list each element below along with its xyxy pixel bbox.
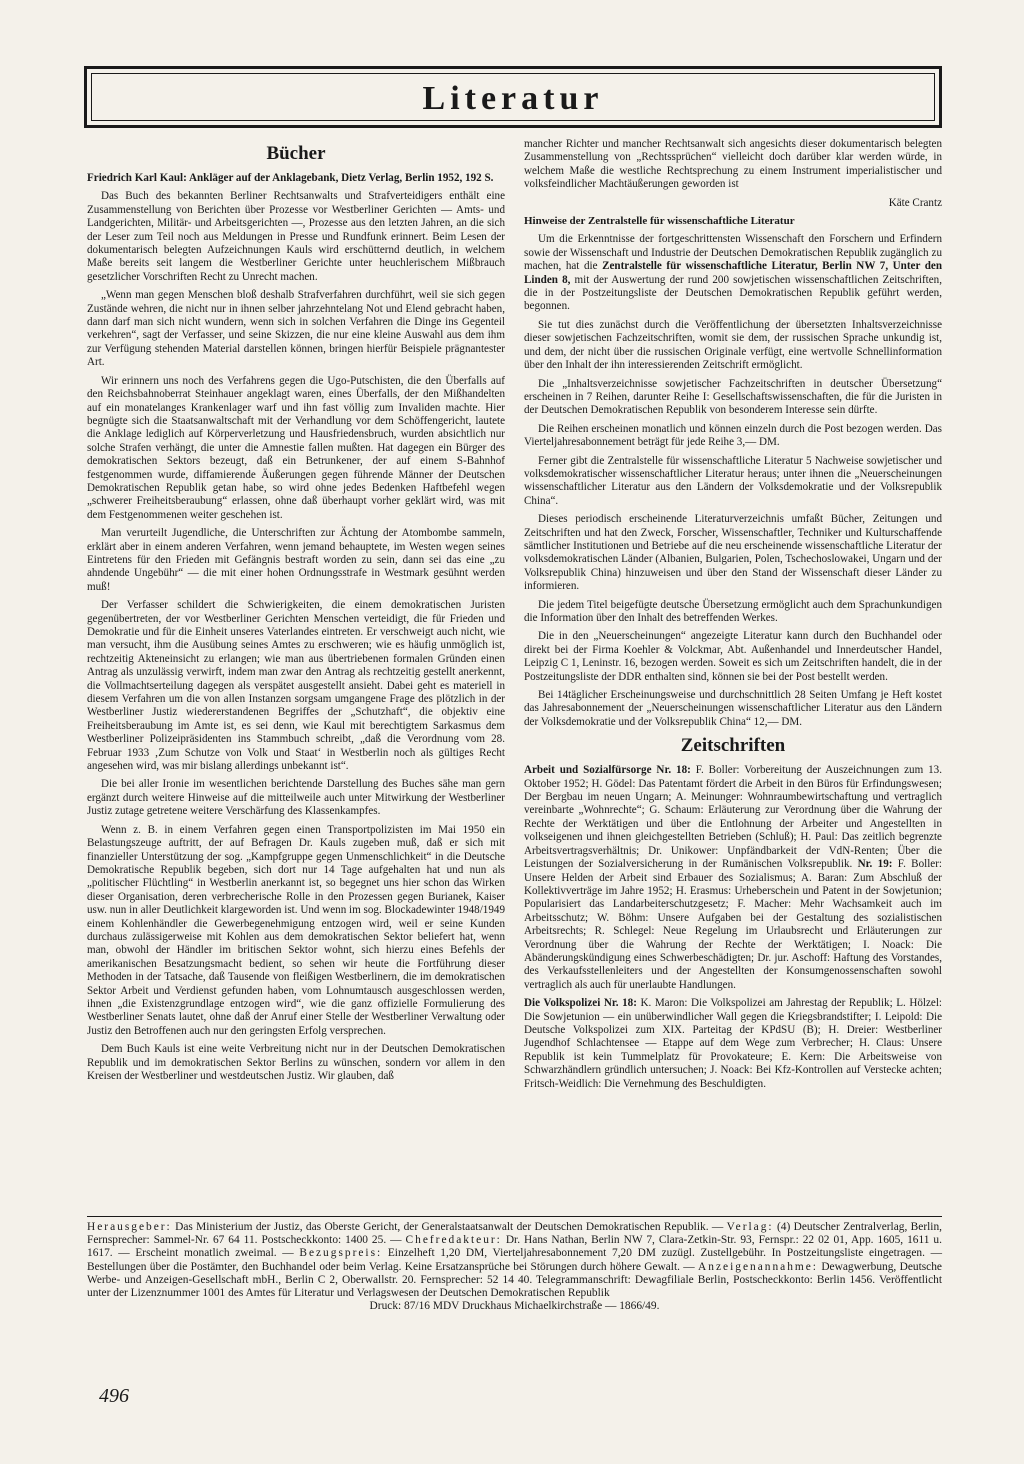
imprint-label-price: Bezugspreis: — [299, 1247, 383, 1260]
notice-paragraph: Die Reihen erscheinen monatlich und können einzeln durch die Post bezogen werden. Das Vierteljahresabonnement beträgt für jede Reihe 3,— DM. — [524, 422, 942, 449]
journal-title: Arbeit und Sozialfürsorge Nr. 18: — [524, 764, 691, 777]
book-publisher: Dietz Verlag, Berlin 1952, 192 S. — [341, 172, 494, 184]
notice-paragraph: Die in den „Neuerscheinungen“ angezeigte Literatur kann durch den Buchhandel oder direkt bei der Firma Koehler & Volckmar, Abt. Außenhandel und Innerdeutscher Handel, Leipzig C 1, Leninstr. 16, bezogen werden. Soweit es sich um Zeitschriften handelt, die in der Postzeitungsliste der DDR enthalten sind, können sie bei der Post bestellt werden. — [524, 630, 942, 683]
book-paragraph: Das Buch des bekannten Berliner Rechtsanwalts und Strafverteidigers enthält eine Zusammenstellung von Berichten über Prozesse vor Westberliner Gerichten — Amts- und Landgerichten, Militär- und Arbeitsgerichten —, Prozesse aus den letzten Jahren, an die sich der Leser zum Teil noch aus Meldungen in Presse und Rundfunk erinnert. Beim Lesen der dokumentarisch belegten Aufzeichnungen Kauls wird erschütternd deutlich, in welchem Maße bereits seit langem die Westberliner Gerichte unter heuchlerischem Mißbrauch gesetzlicher Vorschriften Recht zu Unrecht machen. — [87, 190, 505, 283]
journal-issue: Nr. 19: — [857, 858, 893, 871]
journal-entry — [524, 764, 942, 992]
journal-title: Die Volkspolizei Nr. 18: — [524, 997, 637, 1010]
review-continuation: mancher Richter und mancher Rechtsanwalt sich angesichts dieser dokumentarisch belegten Zusammenstellung von „Rechtssprüchen“ vielleicht doch darüber klar werden würde, in welchem Maße die westliche Rechtsprechung zu einem Instrument imperialistischer und volksfeindlicher Machtäußerungen geworden ist — [524, 138, 942, 191]
notice-paragraph: Die jedem Titel beigefügte deutsche Übersetzung ermöglicht auch dem Sprachunkundigen die Information über den Inhalt des betreffenden Werkes. — [524, 598, 942, 624]
imprint-label-editor: Chefredakteur: — [405, 1234, 502, 1247]
imprint-label-ads: Anzeigenannahme: — [698, 1260, 818, 1273]
journal-contents: K. Maron: Die Volkspolizei am Jahrestag der Republik; L. Hölzel: Die Sowjetunion — ein unüberwindlicher Wall gegen die Kriegsbrandstifter; I. Leipold: Die Deutsche Volkspolizei zum XIX. Parteitag der KPdSU (B); H. Dreier: Westberliner Jugendhof Schlachtensee — Etappe auf dem Wege zum Verbrecher; H. Claus: Unsere Republik ist kein Tummelplatz für Provokateure; E. Kern: Die Arbeitsweise von Schwarzhändlern gründlich untersuchen; J. Noack: Bei Kfz-Kontrollen auf Verstecke achten; Fritsch-Weidlich: Die Vernehmung des Beschuldigten. — [524, 997, 942, 1090]
book-paragraph: Man verurteilt Jugendliche, die Unterschriften zur Ächtung der Atombombe sammeln, erklärt aber in einem anderen Verfahren, wenn jemand behauptete, im Westen wegen seines Eintretens für den Frieden mit Gefängnis bestraft worden zu sein, dann sei das eine „zu ahndende Ungebühr“ — die mit einer hohen Ordnungsstrafe in Westmark gesühnt werden muß! — [87, 527, 505, 593]
notice-paragraph: Die „Inhaltsverzeichnisse sowjetischer Fachzeitschriften in deutscher Übersetzung“ erscheinen in 7 Reihen, darunter Reihe I: Gesellschaftswissenschaften, die für die Juristen in der Deutschen Demokratischen Republik von besonderem Interesse sein dürfte. — [524, 377, 942, 417]
imprint-text — [87, 1221, 942, 1300]
book-entry-heading — [87, 172, 505, 185]
imprint-publisher: Das Ministerium der Justiz, das Oberste Gericht, der Generalstaatsanwalt der Deutschen Demokratischen Republik. — — [175, 1221, 724, 1233]
book-paragraph: Wenn z. B. in einem Verfahren gegen einen Transportpolizisten im Mai 1950 ein Belastungszeuge auftritt, der auf Befragen Dr. Kauls zugeben muß, daß er sich mit finanzieller Unterstützung der sog. „Kampfgruppe gegen Unmenschlichkeit“ in die Deutsche Demokratische Republik begeben, sich dort nur 14 Tage aufgehalten hat und nun als „politischer Flüchtling“ in Westberlin anerkannt ist, so begegnet uns hier schon das Wirken dieser Organisation, deren verbrecherische Rolle in den Prozessen gegen Burianek, Kaiser usw. nun in aller Deutlichkeit klargeworden ist. Und wenn im sog. Blockadewinter 1948/1949 einem Kohlenhändler die Gewerbegenehmigung entzogen wird, weil er seine Kunden durchaus zulässigerweise mit Kohlen aus dem demokratischen Sektor beliefert hat, wenn man, obwohl der Händler im britischen Sektor wohnt, sich hierzu eines Befehls der amerikanischen Besatzungsmacht bedient, so sehen wir heute die Fortführung dieser Methoden in der Tatsache, daß Tausende von fleißigen Westberlinern, die im demokratischen Sektor Arbeit und Verdienst gefunden haben, vom Lohnumtausch ausgeschlossen werden, ihnen „die Existenzgrundlage entzogen wird“, wie die ganz offizielle Formulierung des Westberliner Senats lautet, ohne daß der Anruf einer Stelle der Westberliner Verwaltung oder Justiz den Betroffenen auch nur den geringsten Erfolg versprechen. — [87, 823, 505, 1037]
journal-contents: F. Boller: Unsere Helden der Arbeit sind Erbauer des Sozialismus; A. Baran: Zum Abschluß der Kollektivverträge im Jahre 1952; H. Erasmus: Urheberschein und Patent in der Sowjetunion; Popularisiert das Landarbeiterschutzgesetz; F. Macher: Mehr Wachsamkeit auch im Arbeitsschutz; W. Böhm: Unsere Aufgaben bei der Gestaltung des sozialistischen Arbeitsrechts; R. Schlegel: Neue Regelung im Urlaubsrecht und Erläuterungen zur Verordnung über die Wahrung der Rechte der Werktätigen; I. Noack: Die Abänderungskündigung eines Schwerbeschädigten; Dr. jur. Aschoff: Haftung des Vorstandes, des Verkaufsstellenleiters und der Angestellten der Konsumgenossenschaften sowohl vertraglich als auch für unerlaubte Handlungen. — [524, 858, 942, 991]
journals-heading: Zeitschriften — [680, 735, 786, 757]
section-title: Literatur — [422, 80, 604, 117]
left-column — [87, 138, 505, 1198]
notice-intro: Um die Erkenntnisse der fortgeschrittensten Wissenschaft den Forschern und Erfindern sowie der Wissenschaft und Industrie der Deutschen Demokratischen Republik zugänglich zu machen, hat die — [524, 233, 942, 273]
notice-paragraph: Ferner gibt die Zentralstelle für wissenschaftliche Literatur 5 Nachweise sowjetischer und volksdemokratischer wissenschaftlicher Literatur heraus; unter ihnen die „Neuerscheinungen wissenschaftlicher Literatur aus den Ländern der Volksdemokratie und der Volksrepublik China“. — [524, 454, 942, 507]
notice-bold-address: Zentralstelle für wissenschaftliche Literatur, Berlin NW 7, Unter den Linden 8, — [524, 260, 943, 286]
books-heading: Bücher — [266, 143, 326, 164]
imprint — [87, 1216, 942, 1313]
section-title-box — [84, 66, 942, 128]
imprint-editor: Dr. Hans Nathan, Berlin NW 7, Clara-Zetkin-Str. 93, Fernspr.: 22 02 01, App. 1605, 1611 u. 1617. — Erscheint monatlich zweimal. — — [87, 1234, 942, 1260]
notice-heading: Hinweise der Zentralstelle für wissenschaftliche Literatur — [524, 215, 795, 228]
page-number: 496 — [99, 1385, 129, 1407]
imprint-label-publisher: Herausgeber: — [87, 1221, 172, 1233]
imprint-print: Druck: 87/16 MDV Druckhaus Michaelkirchstraße — 1866/49. — [369, 1300, 660, 1313]
book-paragraph: Die bei aller Ironie im wesentlichen berichtende Darstellung des Buches sähe man gern ergänzt durch weitere Hinweise auf die mitteilweile auch unter Mitwirkung der Westberliner Justiz zutage getretene weitere Verschärfung des Klassenkampfes. — [87, 778, 505, 818]
journal-entry — [524, 997, 942, 1091]
right-column — [524, 138, 942, 1218]
review-signature: Käte Crantz — [888, 196, 942, 209]
notice-paragraph: Bei 14täglicher Erscheinungsweise und durchschnittlich 28 Seiten Umfang je Heft kostet das Jahresabonnement der „Neuerscheinungen wissenschaftlicher Literatur aus den Ländern der Volksdemokratie und der Volksrepublik China“ 12,— DM. — [524, 689, 942, 728]
book-paragraph: Wir erinnern uns noch des Verfahrens gegen die Ugo-Putschisten, die den Überfalls auf den Reichsbahnoberrat Steinhauer angeklagt waren, eines Überfalls, der den Mißhandelten auf ein monatelanges Krankenlager warf und ihn fast völlig zum Invaliden machte. Hier begnügte sich die Staatsanwaltschaft mit der Verhandlung vor dem Schöffengericht, lautete die Anklage lediglich auf Körperverletzung und Hausfriedensbruch, wurden absichtlich nur solche Strafen verhängt, die unter die Amnestie fallen mußten. Hat dagegen ein Bürger des demokratischen Sektors bezeugt, daß ein Betrunkener, der auf einem S-Bahnhof festgenommen wurde, diffamierende Äußerungen gegen führende Männer der Deutschen Demokratischen Republik getan habe, so wird ohne jedes Bedenken Haftbefehl wegen „schwerer Freiheitsberaubung“ erlassen, ohne daß überhaupt vorher geklärt wird, was mit dem Festgenommenen weiter geschehen ist. — [87, 374, 505, 521]
notice-paragraph: Sie tut dies zunächst durch die Veröffentlichung der übersetzten Inhaltsverzeichnisse dieser sowjetischen Fachzeitschriften, womit sie dem, der russischen Sprache unkundig ist, und dem, der nicht über die russischen Originale verfügt, eine wertvolle Schnellinformation über den Inhalt der ihn interessierenden Zeitschrift ermöglicht. — [524, 318, 942, 372]
imprint-ads: Dewagwerbung, Deutsche Werbe- und Anzeigen-Gesellschaft mbH., Berlin C 2, Oberwallstr. 20. Fernsprecher: 52 14 40. Telegrammanschrift: Dewagfiliale Berlin, Postscheckkonto: Berlin 1456. Veröffentlicht unter der Lizenznummer 1001 des Amtes für Literatur und Verlagswesen der Deutschen Demokratischen Republik — [87, 1260, 942, 1300]
book-paragraph: Dem Buch Kauls ist eine weite Verbreitung nicht nur in der Deutschen Demokratischen Republik und im demokratischen Sektor Berlins zu wünschen, sondern vor allem in den Kreisen der Westberliner und westdeutschen Justiz. Wir glauben, daß — [87, 1043, 505, 1082]
imprint-verlag: (4) Deutscher Zentralverlag, Berlin, Fernsprecher: Sammel-Nr. 67 64 11. Postscheckkonto: 1400 25. — — [87, 1221, 943, 1247]
book-paragraph: Der Verfasser schildert die Schwierigkeiten, die einem demokratischen Juristen gegenübertreten, der vor Westberliner Gerichten Menschen verteidigt, die für Frieden und Demokratie und für die Einheit unseres Vaterlandes eintreten. Er verschweigt auch nicht, wie man versucht, ihm die Ausübung seines Amtes zu erschweren; wie es häufig unmöglich ist, rechtzeitig Akteneinsicht zu erlangen; wie man aus übertriebenen formalen Gründen einen Antrag als unzulässig verwirft, indem man zwar den Antrag als rechtzeitig gestellt anerkennt, die Vollmachtserteilung dagegen als verspätet ausgestellt ansieht. Dabei geht es materiell in diesem Verfahren um die von allen Instanzen sorgsam umgangene Frage des plötzlich in der Westberliner Justiz wiedererstandenen Begriffes der „Schutzhaft“, die objektiv eine Freiheitsberaubung im Amte ist, es sei denn, wie Kaul mit berechtigtem Sarkasmus dem Westberliner Polizeipräsidenten ins Stammbuch schreibt, „daß die Verordnung vom 28. Februar 1933 ‚Zum Schutze von Volk und Staat‘ in Westberlin noch als gültiges Recht angesehen wird, was mir bislang allerdings unbekannt ist“. — [87, 599, 505, 773]
notice-intro-paragraph — [524, 233, 942, 313]
book-paragraph: „Wenn man gegen Menschen bloß deshalb Strafverfahren durchführt, weil sie sich gegen Zustände wehren, die nicht nur in ihnen selber jahrzehntelang Not und Elend gebracht haben, dann darf man sich nicht wundern, wenn sich in solchen Verfahren die Dinge ins Gegenteil verkehren“, sagt der Verfasser, und seine Skizzen, die nur eine kleine Auswahl aus dem ihm zur Verfügung stehenden Material darstellen können, bringen hierfür Beispiele prägnantester Art. — [87, 289, 505, 369]
notice-paragraph: Dieses periodisch erscheinende Literaturverzeichnis umfaßt Bücher, Zeitungen und Zeitschriften und hat den Zweck, Forscher, Wissenschaftler, Techniker und Kulturschaffende sämtlicher Institutionen und Betriebe auf die neu erscheinende wissenschaftliche Literatur der volksdemokratischen Länder (Albanien, Bulgarien, Polen, Tschechoslowakei, Ungarn und der Volksrepublik China) hinzuweisen und über den Stand der Wissenschaft dieser Länder zu informieren. — [524, 513, 942, 593]
journal-contents: F. Boller: Vorbereitung der Auszeichnungen zum 13. Oktober 1952; H. Gödel: Das Patentamt fördert die Arbeit in den Büros für Erfindungswesen; Der Bergbau im neuen Ungarn; A. Meinunger: Wohnraumbewirtschaftung und vertraglich vereinbarte „Wohnrechte“; G. Schaum: Erläuterung zur Verordnung über die Wahrung der Rechte der Werktätigen und über die Entlohnung der Arbeiter und Angestellten in volkseigenen und ihnen gleichgestellten Betrieben (Schluß); H. Paul: Das zeitlich begrenzte Arbeitsvertragsverhältnis; Dr. Unikower: Unpfändbarkeit der VdN-Renten; Über die Leistungen der Sozialversicherung in der Rumänischen Volksrepublik. — [524, 764, 942, 871]
imprint-price: Einzelheft 1,20 DM, Vierteljahresabonnement 7,20 DM zuzügl. Zustellgebühr. In Postzeitungsliste eingetragen. — Bestellungen über die Postämter, den Buchhandel oder beim Verlag. Keine Ersatzansprüche bei Störungen durch höhere Gewalt. — — [87, 1247, 942, 1273]
book-author-title: Friedrich Karl Kaul: Ankläger auf der Anklagebank, — [87, 172, 339, 184]
imprint-label-verlag: Verlag: — [726, 1221, 774, 1233]
notice-rest: mit der Auswertung der rund 200 sowjetischen wissenschaftlichen Zeitschriften, die in der Postzeitungsliste der Deutschen Demokratischen Republik geführt werden, begonnen. — [524, 273, 942, 313]
